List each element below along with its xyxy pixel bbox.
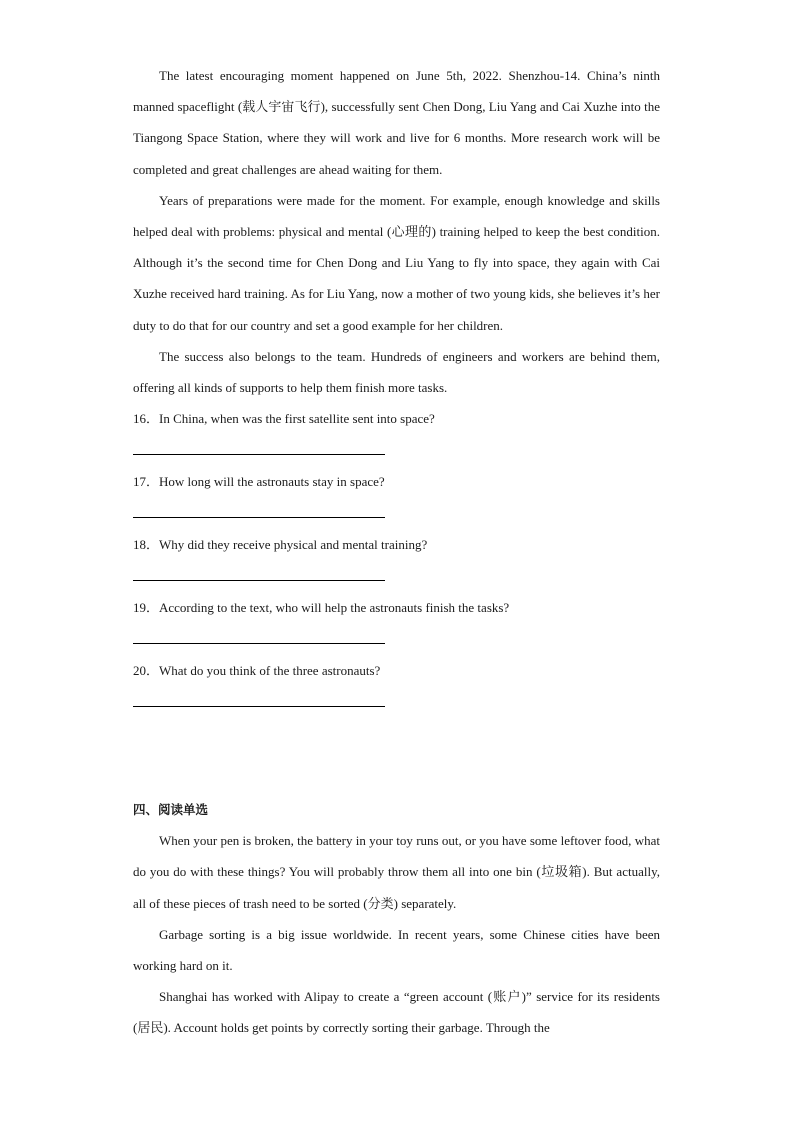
question-17 [133,466,660,518]
answer-line[interactable] [133,497,385,518]
section-gap [133,718,660,794]
question-16 [133,403,660,455]
answer-line[interactable] [133,560,385,581]
answer-line[interactable] [133,623,385,644]
question-text: 16．In China, when was the first satellite sent into space? [133,411,435,427]
section4-paragraph-1: When your pen is broken, the battery in your toy runs out, or you have some leftover food, what do you do with these things? You will probably throw them all into one bin (垃圾箱). But actually, all of these pieces of trash need to be sorted (分类) separately. [133,833,660,911]
section4-paragraph-2: Garbage sorting is a big issue worldwide. In recent years, some Chinese cities have been working hard on it. [133,926,660,974]
section4-paragraph-3: Shanghai has worked with Alipay to create a “green account (账户)” service for its residents (居民). Account holds get points by correctly sorting their garbage. Through the [133,989,660,1036]
question-text: 18．Why did they receive physical and mental training? [133,537,428,553]
question-18 [133,529,660,581]
question-19 [133,592,660,644]
question-text: 20．What do you think of the three astronauts? [133,663,381,679]
passage-paragraph-3: The success also belongs to the team. Hundreds of engineers and workers are behind them, offering all kinds of supports to help them finish more tasks. [133,348,660,396]
question-20 [133,655,660,707]
question-text: 19．According to the text, who will help the astronauts finish the tasks? [133,600,510,616]
passage-paragraph-1: The latest encouraging moment happened on June 5th, 2022. Shenzhou-14. China’s ninth manned spaceflight (载人宇宙飞行), successfully sent Chen Dong, Liu Yang and Cai Xuzhe into the Tiangong Space Station, where they will work and live for 6 months. More research work will be completed and great challenges are ahead waiting for them. [133,68,660,177]
answer-line[interactable] [133,686,385,707]
section-heading: 四、阅读单选 [133,802,209,818]
question-text: 17．How long will the astronauts stay in space? [133,474,385,490]
answer-line[interactable] [133,434,385,455]
document-page [133,60,660,1044]
passage-paragraph-2: Years of preparations were made for the moment. For example, enough knowledge and skills helped deal with problems: physical and mental (心理的) training helped to keep the best condition. Although it’s the second time for Chen Dong and Liu Yang to fly into space, they again with Cai Xuzhe received hard training. As for Liu Yang, now a mother of two young kids, she believes it’s her duty to do that for our country and set a good example for her children. [133,192,660,333]
